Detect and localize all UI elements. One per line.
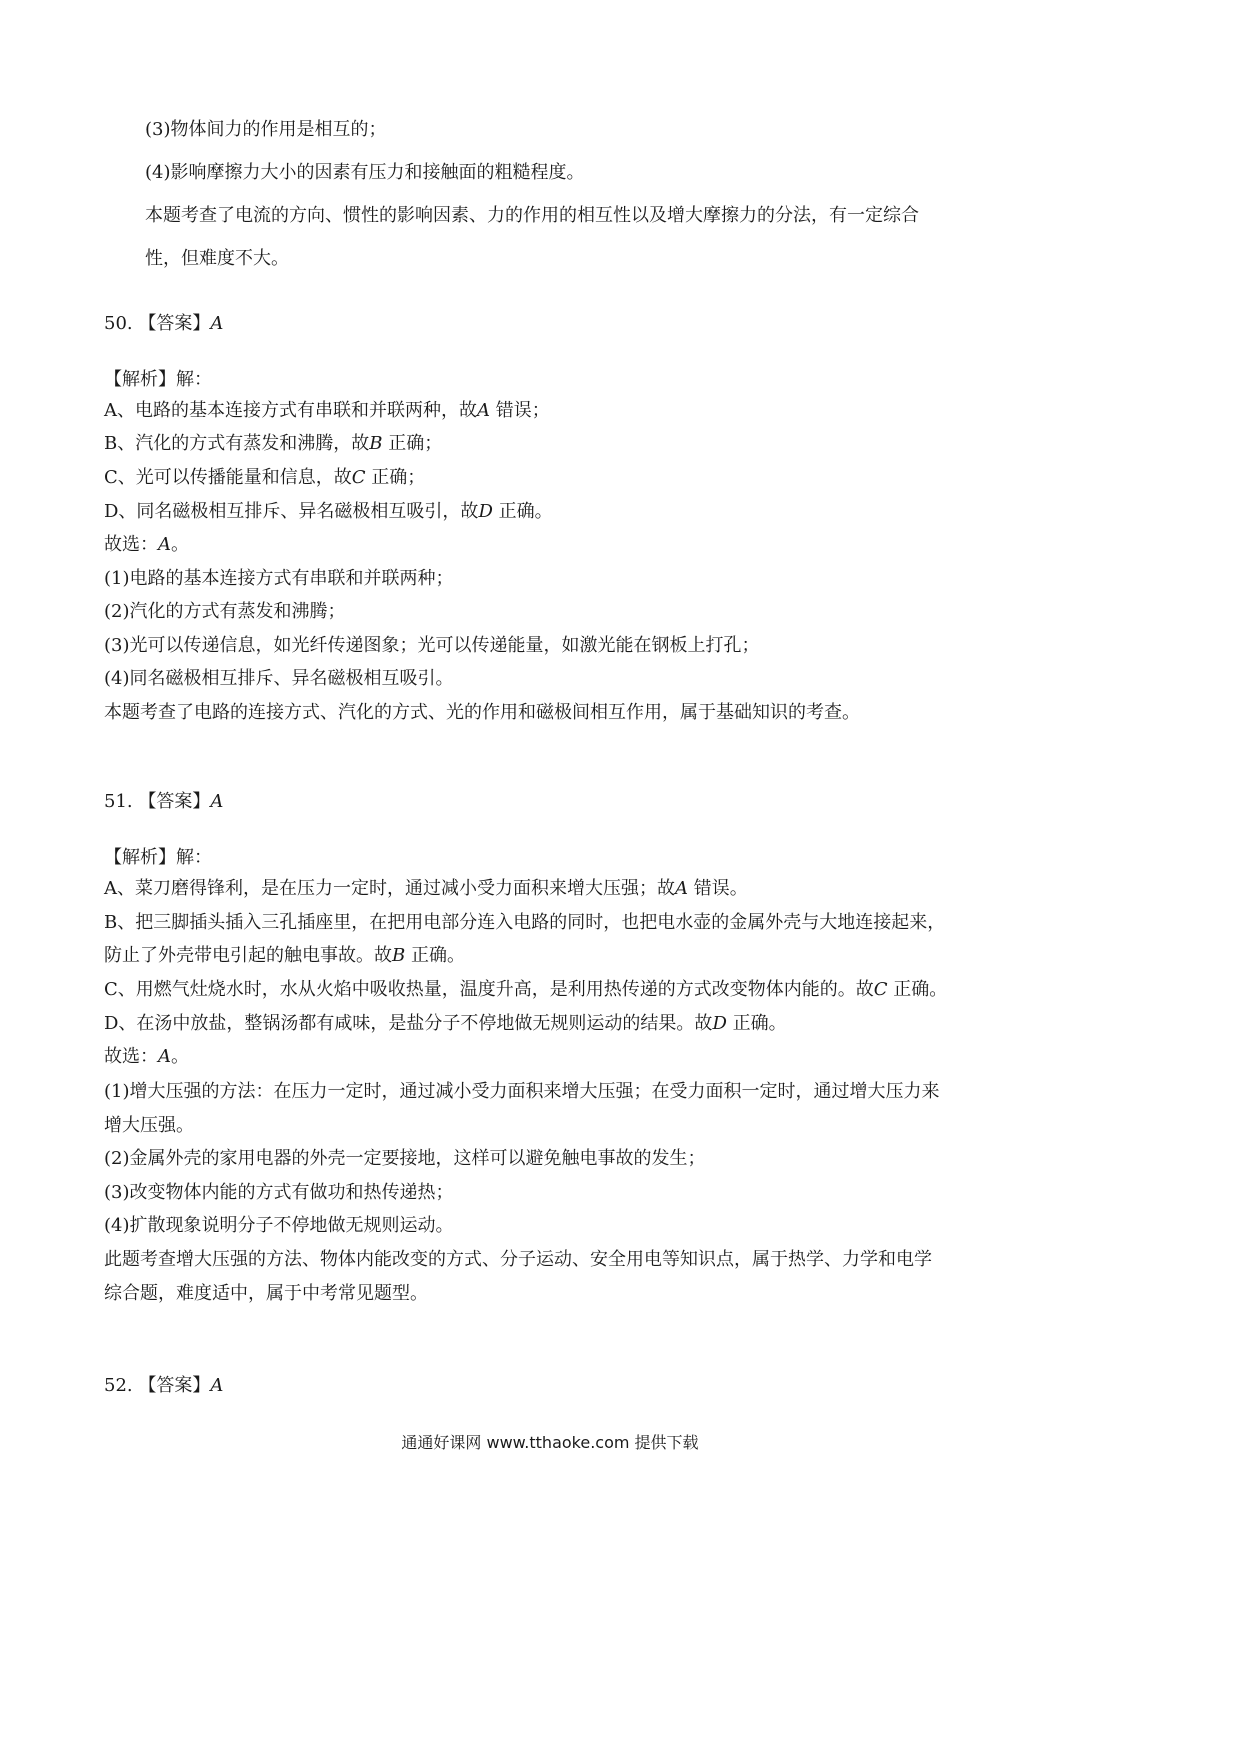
note-line: (4)扩散现象说明分子不停地做无规则运动。: [104, 1215, 454, 1236]
selection-end: 。: [171, 534, 189, 555]
option-verdict: 正确。: [405, 945, 465, 966]
option-letter: D: [712, 1013, 727, 1034]
answer-value: A: [210, 1375, 224, 1396]
option-letter: C: [873, 979, 888, 1000]
option-letter: D: [478, 501, 493, 522]
option-line: [104, 943, 465, 969]
answer-line: [104, 311, 223, 337]
selection-value: A: [158, 534, 171, 555]
option-text: B、汽化的方式有蒸发和沸腾，故: [104, 433, 370, 454]
option-verdict: 正确；: [382, 433, 443, 454]
selection-label: 故选：: [104, 534, 158, 555]
text-line: 性，但难度不大。: [145, 248, 289, 269]
selection-label: 故选：: [104, 1046, 158, 1067]
note-line: (1)电路的基本连接方式有串联和并联两种；: [104, 568, 454, 589]
selection-line: [104, 1044, 189, 1070]
analysis-header: 【解析】解：: [104, 369, 212, 390]
answer-value: A: [210, 791, 224, 812]
selection-line: [104, 532, 189, 558]
option-line: [104, 398, 550, 424]
option-verdict: 正确。: [492, 501, 553, 522]
selection-value: A: [158, 1046, 171, 1067]
option-letter: A: [675, 878, 688, 899]
text-line: 本题考查了电流的方向、惯性的影响因素、力的作用的相互性以及增大摩擦力的分法，有一定综合: [145, 205, 919, 226]
option-letter: C: [351, 467, 366, 488]
summary-line: 此题考查增大压强的方法、物体内能改变的方式、分子运动、安全用电等知识点，属于热学、力学和电学: [104, 1249, 932, 1270]
note-line: (2)金属外壳的家用电器的外壳一定要接地，这样可以避免触电事故的发生；: [104, 1148, 706, 1169]
option-line: [104, 499, 553, 525]
note-line: 增大压强。: [104, 1115, 194, 1136]
answer-line: [104, 1373, 223, 1399]
option-text: D、同名磁极相互排斥、异名磁极相互吸引，故: [104, 501, 479, 522]
answer-prefix: 50. 【答案】: [104, 313, 211, 334]
selection-end: 。: [171, 1046, 189, 1067]
note-line: (4)同名磁极相互排斥、异名磁极相互吸引。: [104, 668, 454, 689]
summary-line: 综合题，难度适中，属于中考常见题型。: [104, 1283, 428, 1304]
analysis-header: 【解析】解：: [104, 847, 212, 868]
option-letter: B: [392, 945, 406, 966]
option-text: 防止了外壳带电引起的触电事故。故: [104, 945, 392, 966]
summary-line: 本题考查了电路的连接方式、汽化的方式、光的作用和磁极间相互作用，属于基础知识的考查。: [104, 702, 860, 723]
answer-prefix: 51. 【答案】: [104, 791, 211, 812]
answer-value: A: [210, 313, 224, 334]
option-letter: A: [477, 400, 490, 421]
text-line: (4)影响摩擦力大小的因素有压力和接触面的粗糙程度。: [145, 162, 585, 183]
page-footer: 通通好课网 www.tthaoke.com 提供下载: [401, 1433, 699, 1452]
option-verdict: 错误。: [688, 878, 748, 899]
answer-prefix: 52. 【答案】: [104, 1375, 211, 1396]
option-line: [104, 977, 947, 1003]
answer-line: [104, 789, 223, 815]
option-letter: B: [369, 433, 383, 454]
option-text: A、电路的基本连接方式有串联和并联两种，故: [104, 400, 477, 421]
option-text: C、光可以传播能量和信息，故: [104, 467, 352, 488]
option-line: [104, 1011, 787, 1037]
option-line: [104, 465, 425, 491]
option-text: A、菜刀磨得锋利，是在压力一定时，通过减小受力面积来增大压强；故: [104, 878, 675, 899]
option-line: [104, 876, 748, 902]
option-line: [104, 431, 442, 457]
option-text: D、在汤中放盐，整锅汤都有咸味，是盐分子不停地做无规则运动的结果。故: [104, 1013, 713, 1034]
note-line: (3)光可以传递信息，如光纤传递图象；光可以传递能量，如激光能在钢板上打孔；: [104, 635, 760, 656]
option-line: B、把三脚插头插入三孔插座里，在把用电部分连入电路的同时，也把电水壶的金属外壳与大地连接起来，: [104, 912, 946, 933]
option-text: C、用燃气灶烧水时，水从火焰中吸收热量，温度升高，是利用热传递的方式改变物体内能的。故: [104, 979, 874, 1000]
option-verdict: 错误；: [490, 400, 550, 421]
note-line: (1)增大压强的方法：在压力一定时，通过减小受力面积来增大压强；在受力面积一定时，通过增大压力来: [104, 1081, 940, 1102]
option-verdict: 正确。: [726, 1013, 787, 1034]
option-verdict: 正确。: [887, 979, 948, 1000]
option-verdict: 正确；: [365, 467, 426, 488]
note-line: (2)汽化的方式有蒸发和沸腾；: [104, 601, 346, 622]
note-line: (3)改变物体内能的方式有做功和热传递热；: [104, 1182, 454, 1203]
text-line: (3)物体间力的作用是相互的；: [145, 119, 387, 140]
